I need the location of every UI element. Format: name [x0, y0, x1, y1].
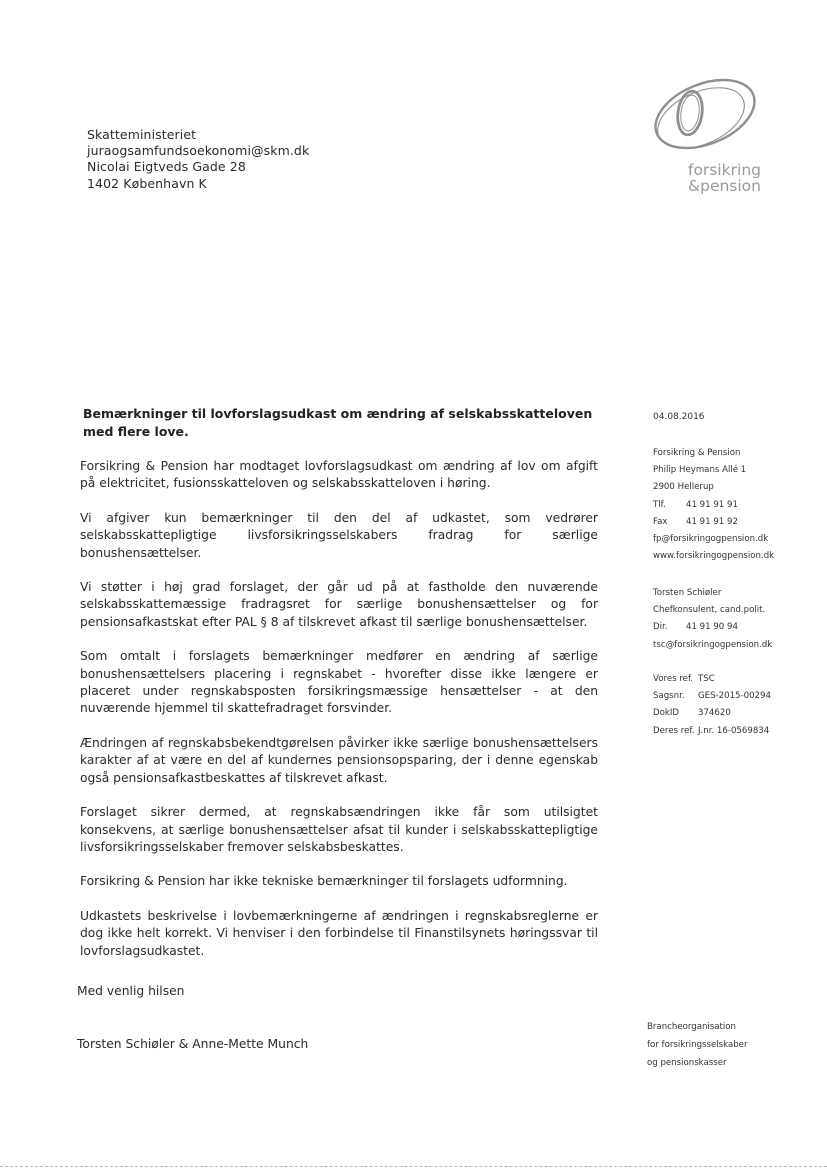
- reference-value: TSC: [698, 674, 715, 684]
- reference-label: Deres ref.: [653, 725, 695, 736]
- reference-value: GES-2015-00294: [698, 691, 771, 702]
- logo-text-pension: &pension: [688, 177, 761, 195]
- reference-row: [653, 705, 771, 722]
- reference-label: DokID: [653, 708, 680, 719]
- footer-line: for forsikringsselskaber: [647, 1040, 748, 1050]
- reference-label: Vores ref.: [653, 674, 694, 684]
- org-description-footer: [647, 1018, 748, 1072]
- recipient-street: Nicolai Eigtveds Gade 28: [87, 159, 246, 175]
- fax-label: Fax: [653, 516, 668, 527]
- letter-date: 04.08.2016: [653, 412, 705, 422]
- body-paragraph: Forsikring & Pension har ikke tekniske bemærkninger til forslagets udformning.: [80, 874, 568, 889]
- reference-row: [653, 671, 771, 688]
- body-paragraph: Forsikring & Pension har modtaget lovforslagsudkast om ændring af lov om afgift på elektricitet, fusionsskatteloven og selskabsskatteloven i høring.: [80, 459, 598, 491]
- letter-body: [80, 458, 598, 977]
- contact-direct-row: [653, 619, 772, 636]
- recipient-email: juraogsamfundsoekonomi@skm.dk: [87, 143, 310, 159]
- sender-phone-row: [653, 497, 774, 514]
- direct-value: 41 91 90 94: [686, 622, 738, 633]
- sender-fax-row: [653, 514, 774, 531]
- sender-contact-block: [653, 445, 774, 565]
- contact-title: Chefkonsulent, cand.polit.: [653, 605, 766, 616]
- phone-value: 41 91 91 91: [686, 499, 738, 510]
- body-paragraph: Udkastets beskrivelse i lovbemærkningerne af ændringen i regnskabsreglerne er dog ikke helt korrekt. Vi henviser i den forbindelse til Finanstilsynets høringssvar til lovforslagsudkastet.: [80, 908, 598, 958]
- signature-names: Torsten Schiøler & Anne-Mette Munch: [77, 1037, 309, 1051]
- reference-row: [653, 688, 771, 705]
- reference-label: Sagsnr.: [653, 691, 685, 702]
- reference-value: 374620: [698, 708, 731, 719]
- body-paragraph: Som omtalt i forslagets bemærkninger medfører en ændring af særlige bonushensættelsers placering i regnskabet - hvorefter disse ikke længere er placeret under regnskabsposten forsikringsmæssige hensættelser - at den nuværende hjemmel til skattefradraget forsvinder.: [80, 649, 598, 716]
- contact-person-block: [653, 585, 772, 654]
- recipient-name: Skatteministeriet: [87, 127, 197, 142]
- body-paragraph: Vi afgiver kun bemærkninger til den del af udkastet, som vedrører selskabsskattepligtige livsforsikringsselskabers fradrag for særlige bonushensættelser.: [80, 510, 598, 560]
- sender-street: Philip Heymans Allé 1: [653, 465, 747, 476]
- phone-label: Tlf.: [653, 499, 666, 510]
- body-paragraph: Ændringen af regnskabsbekendtgørelsen påvirker ikke særlige bonushensættelsers karakter af at være en del af kundernes pensionsopsparing, der i denne egenskab også pensionsafkastbeskattes af tilskrevet afkast.: [80, 735, 598, 785]
- reference-row: [653, 723, 771, 740]
- recipient-address: [87, 127, 309, 192]
- closing-greeting: Med venlig hilsen: [77, 984, 185, 998]
- logo-swirl-icon: [645, 70, 770, 165]
- body-paragraph: Vi støtter i høj grad forslaget, der går ud på at fastholde den nuværende selskabsskattemæssige fradragsret for særlige bonushensættelser og for pensionsafkastskat efter PAL § 8 af tilskrevet afkast til særlige bonushensættelser.: [80, 580, 598, 629]
- forsikring-pension-logo: [645, 70, 770, 200]
- contact-email-link[interactable]: tsc@forsikringogpension.dk: [653, 639, 773, 650]
- sender-email-link[interactable]: fp@forsikringogpension.dk: [653, 534, 769, 545]
- page-bottom-divider: [0, 1166, 827, 1167]
- recipient-city: 1402 København K: [87, 175, 207, 191]
- letter-subject: Bemærkninger til lovforslagsudkast om ændring af selskabsskatteloven med flere love.: [83, 406, 593, 439]
- contact-name: Torsten Schiøler: [653, 588, 722, 598]
- reference-value: J.nr. 16-0569834: [698, 725, 770, 736]
- fax-value: 41 91 91 92: [686, 516, 738, 527]
- direct-label: Dir.: [653, 622, 668, 633]
- footer-line: Brancheorganisation: [647, 1022, 737, 1032]
- sender-website-link[interactable]: www.forsikringogpension.dk: [653, 551, 775, 562]
- references-block: [653, 671, 771, 740]
- logo-text-forsikring: forsikring: [687, 161, 761, 179]
- sender-city: 2900 Hellerup: [653, 482, 714, 493]
- body-paragraph: Forslaget sikrer dermed, at regnskabsændringen ikke får som utilsigtet konsekvens, at særlige bonushensættelser afsat til kunder i selskabsskattepligtige livsforsikringsselskaber fremover selskabsbeskattes.: [80, 805, 598, 854]
- footer-line: og pensionskasser: [647, 1058, 727, 1068]
- sender-org-name: Forsikring & Pension: [653, 448, 741, 458]
